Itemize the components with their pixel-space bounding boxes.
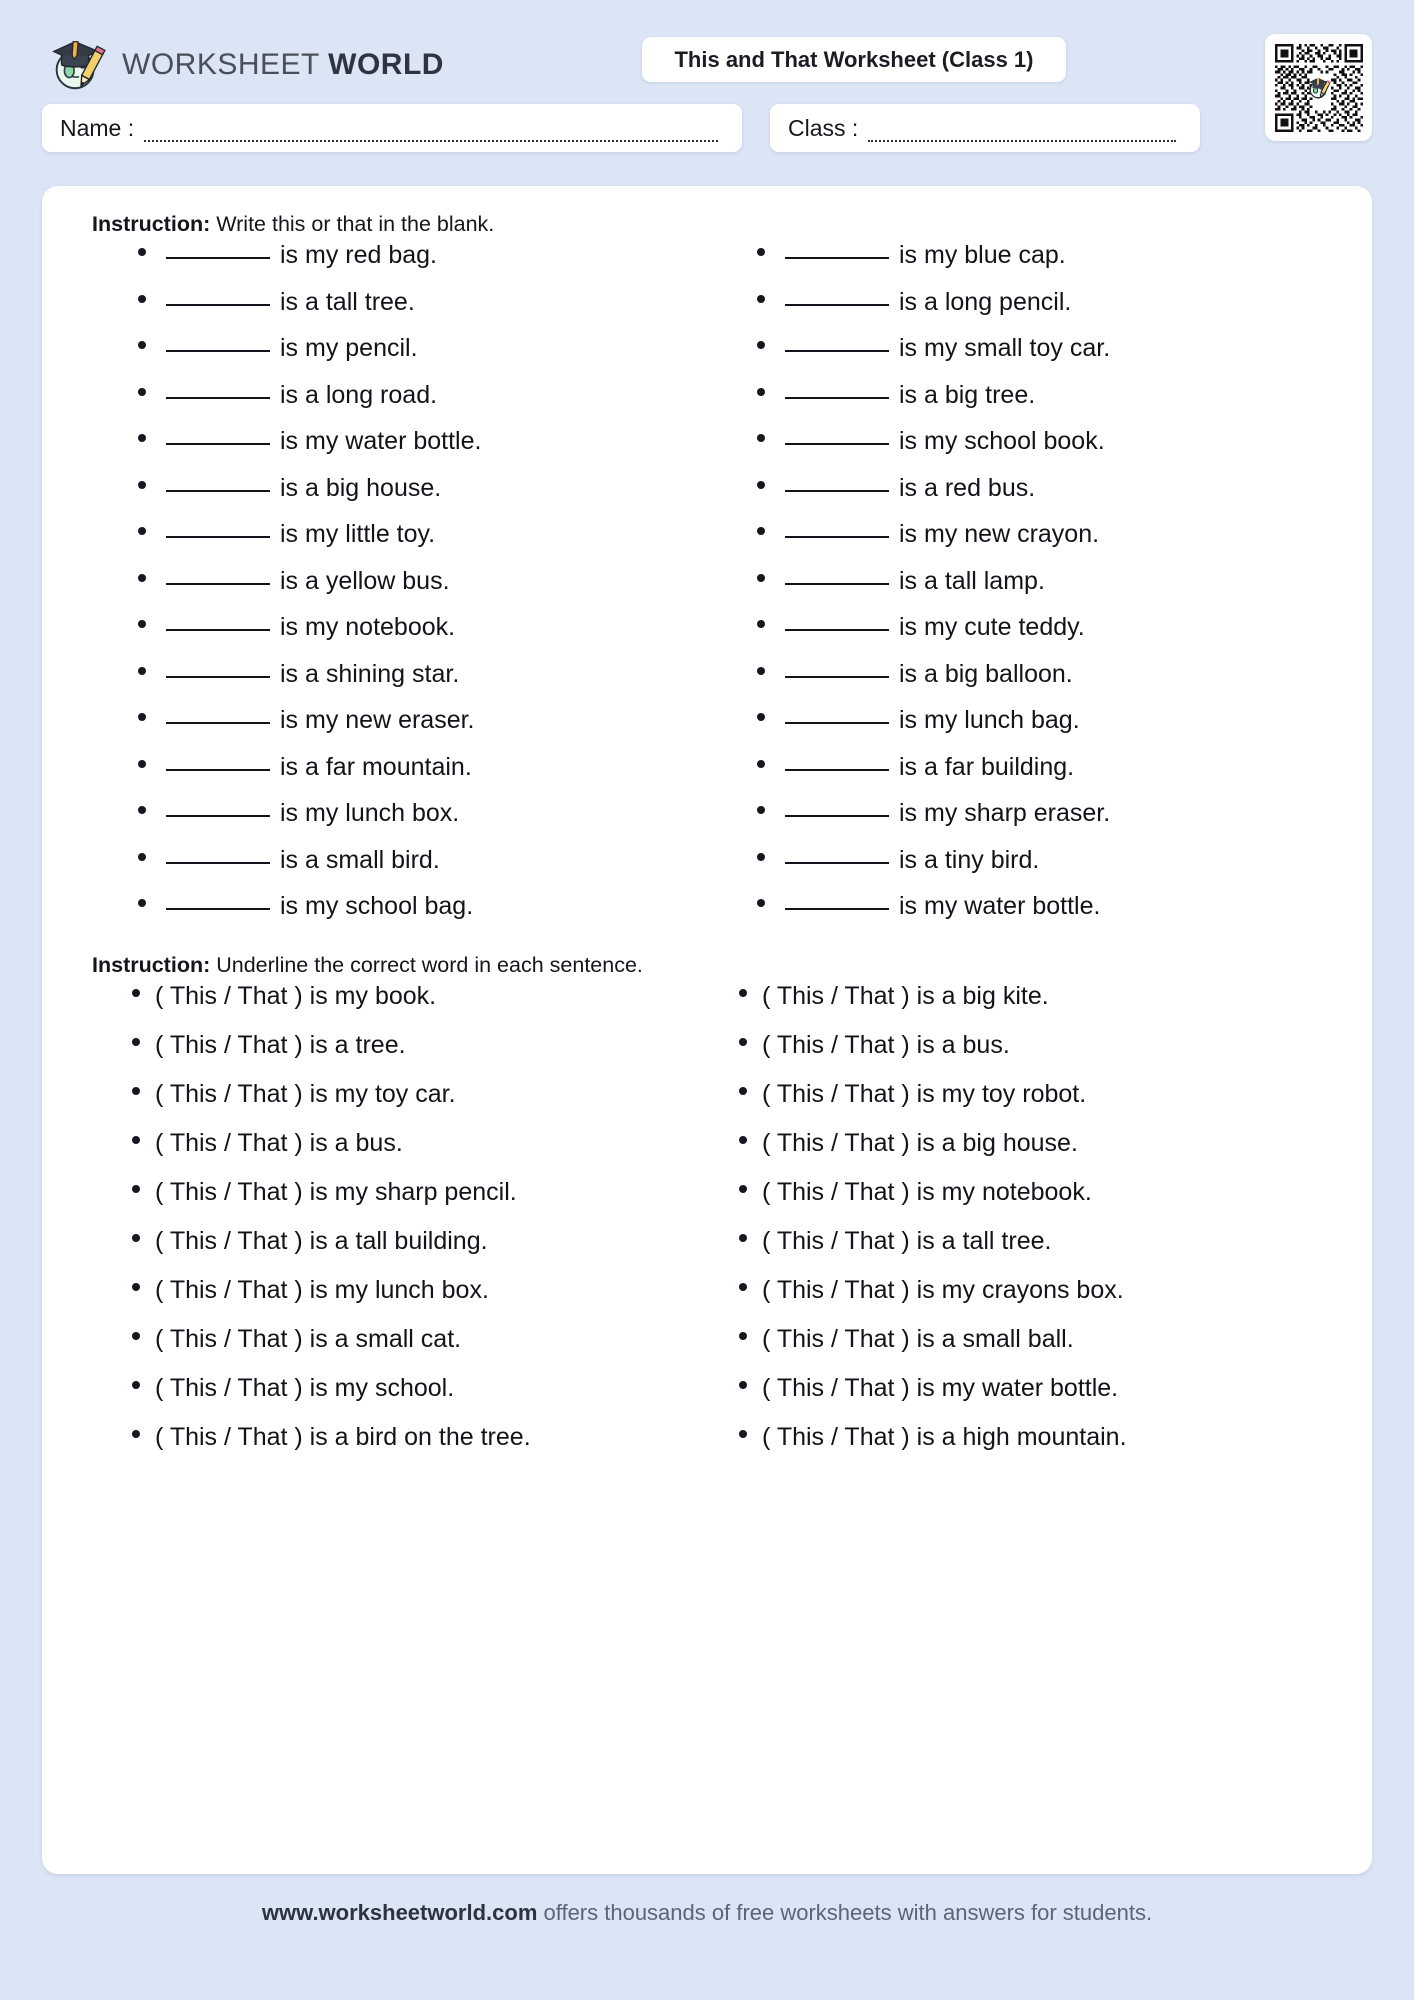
question-text: ( This / That ) is a small ball. <box>762 1324 1074 1353</box>
bullet-icon <box>138 341 146 349</box>
bullet-icon <box>739 1038 747 1046</box>
question-text: is my school book. <box>899 427 1105 455</box>
bullet-icon <box>138 806 146 814</box>
instruction-2-text: Underline the correct word in each sentence. <box>216 952 643 977</box>
list-item[interactable] <box>757 659 1348 688</box>
answer-blank[interactable] <box>785 722 889 724</box>
brand-logo-block <box>42 34 642 96</box>
answer-blank[interactable] <box>785 304 889 306</box>
list-item[interactable] <box>138 845 707 874</box>
section1-right-list <box>757 243 1348 919</box>
bullet-icon <box>739 1234 747 1242</box>
instruction-2 <box>92 953 1348 978</box>
list-item[interactable] <box>132 1324 707 1353</box>
bullet-icon <box>138 574 146 582</box>
list-item[interactable] <box>739 981 1348 1010</box>
bullet-icon <box>757 713 765 721</box>
answer-blank[interactable] <box>166 257 270 259</box>
bullet-icon <box>757 527 765 535</box>
graduation-cap-pencil-globe-icon <box>46 34 108 96</box>
question-text: ( This / That ) is a bus. <box>155 1128 403 1157</box>
answer-blank[interactable] <box>166 908 270 910</box>
qr-code-icon <box>1275 44 1363 132</box>
section-fill-blanks <box>66 212 1348 941</box>
bullet-icon <box>757 899 765 907</box>
question-text: is a big house. <box>280 473 442 502</box>
instruction-2-label: Instruction: <box>92 952 211 977</box>
question-text: is a tiny bird. <box>899 845 1040 874</box>
list-item[interactable] <box>132 1128 707 1157</box>
bullet-icon <box>757 760 765 768</box>
list-item[interactable] <box>138 336 707 361</box>
worksheet-body <box>42 186 1372 1874</box>
list-item[interactable] <box>757 522 1348 547</box>
bullet-icon <box>138 481 146 489</box>
list-item[interactable] <box>757 473 1348 502</box>
answer-blank[interactable] <box>785 769 889 771</box>
list-item[interactable] <box>132 981 707 1010</box>
list-item[interactable] <box>757 894 1348 919</box>
answer-blank[interactable] <box>166 769 270 771</box>
question-text: is my small toy car. <box>899 334 1111 362</box>
footer-site-link[interactable]: www.worksheetworld.com <box>261 1900 538 1925</box>
question-text: is a tall tree. <box>280 287 415 316</box>
bullet-icon <box>132 989 140 997</box>
list-item[interactable] <box>757 845 1348 874</box>
answer-blank[interactable] <box>166 722 270 724</box>
list-item[interactable] <box>138 287 707 316</box>
answer-blank[interactable] <box>166 536 270 538</box>
list-item[interactable] <box>132 1226 707 1255</box>
list-item[interactable] <box>132 1177 707 1206</box>
bullet-icon <box>757 574 765 582</box>
answer-blank[interactable] <box>166 815 270 817</box>
bullet-icon <box>132 1185 140 1193</box>
question-text: ( This / That ) is my book. <box>155 981 437 1010</box>
question-text: is my new eraser. <box>280 706 475 734</box>
list-item[interactable] <box>132 1079 707 1108</box>
answer-blank[interactable] <box>166 862 270 864</box>
page-footer <box>0 1900 1414 1926</box>
page-header <box>0 0 1414 175</box>
question-text: ( This / That ) is my school. <box>155 1373 455 1402</box>
question-text: is my school bag. <box>280 892 474 920</box>
list-item[interactable] <box>757 566 1348 595</box>
list-item[interactable] <box>757 380 1348 409</box>
answer-blank[interactable] <box>785 397 889 399</box>
question-text: is a long pencil. <box>899 287 1072 316</box>
list-item[interactable] <box>138 659 707 688</box>
question-text: is my blue cap. <box>899 241 1066 269</box>
answer-blank[interactable] <box>785 257 889 259</box>
list-item[interactable] <box>138 243 707 268</box>
bullet-icon <box>132 1381 140 1389</box>
list-item[interactable] <box>757 801 1348 826</box>
bullet-icon <box>757 620 765 628</box>
list-item[interactable] <box>739 1177 1348 1206</box>
bullet-icon <box>757 248 765 256</box>
list-item[interactable] <box>757 243 1348 268</box>
instruction-1-text: Write this or that in the blank. <box>216 212 495 236</box>
bullet-icon <box>757 388 765 396</box>
question-text: ( This / That ) is a tall tree. <box>762 1226 1052 1255</box>
question-text: ( This / That ) is a small cat. <box>155 1324 462 1353</box>
list-item[interactable] <box>757 708 1348 733</box>
list-item[interactable] <box>739 1422 1348 1451</box>
answer-blank[interactable] <box>166 443 270 445</box>
answer-blank[interactable] <box>785 629 889 631</box>
bullet-icon <box>132 1332 140 1340</box>
list-item[interactable] <box>138 894 707 919</box>
bullet-icon <box>138 853 146 861</box>
list-item[interactable] <box>138 752 707 781</box>
bullet-icon <box>132 1136 140 1144</box>
brand-name-bold: WORLD <box>328 48 444 81</box>
bullet-icon <box>757 853 765 861</box>
bullet-icon <box>132 1430 140 1438</box>
question-text: ( This / That ) is a big house. <box>762 1128 1078 1157</box>
bullet-icon <box>739 1381 747 1389</box>
question-text: ( This / That ) is my sharp pencil. <box>155 1177 517 1206</box>
question-text: is a big balloon. <box>899 659 1073 688</box>
bullet-icon <box>757 667 765 675</box>
question-text: is a long road. <box>280 380 438 409</box>
list-item[interactable] <box>132 1030 707 1059</box>
bullet-icon <box>757 806 765 814</box>
question-text: ( This / That ) is a high mountain. <box>762 1422 1127 1451</box>
question-text: is my red bag. <box>280 241 438 269</box>
bullet-icon <box>739 1430 747 1438</box>
question-text: is a tall lamp. <box>899 566 1045 595</box>
worksheet-title: This and That Worksheet (Class 1) <box>642 37 1066 82</box>
question-text: ( This / That ) is a bird on the tree. <box>155 1422 531 1451</box>
bullet-icon <box>739 989 747 997</box>
bullet-icon <box>757 434 765 442</box>
list-item[interactable] <box>757 287 1348 316</box>
list-item[interactable] <box>138 566 707 595</box>
bullet-icon <box>132 1038 140 1046</box>
question-text: ( This / That ) is my notebook. <box>762 1177 1092 1206</box>
qr-code[interactable] <box>1265 34 1372 141</box>
bullet-icon <box>757 341 765 349</box>
section-underline-word <box>66 953 1348 1474</box>
answer-blank[interactable] <box>166 490 270 492</box>
question-text: ( This / That ) is my water bottle. <box>762 1373 1119 1402</box>
bullet-icon <box>138 620 146 628</box>
question-text: is a big tree. <box>899 380 1036 409</box>
list-item[interactable] <box>132 1373 707 1402</box>
list-item[interactable] <box>138 473 707 502</box>
section2-right-list <box>739 981 1348 1451</box>
bullet-icon <box>138 760 146 768</box>
list-item[interactable] <box>757 752 1348 781</box>
section2-left-list <box>132 981 707 1451</box>
list-item[interactable] <box>739 1275 1348 1304</box>
question-text: is my new crayon. <box>899 520 1100 548</box>
question-text: is a shining star. <box>280 659 460 688</box>
question-text: is a far mountain. <box>280 752 472 781</box>
bullet-icon <box>138 434 146 442</box>
bullet-icon <box>739 1283 747 1291</box>
bullet-icon <box>138 899 146 907</box>
answer-blank[interactable] <box>785 908 889 910</box>
bullet-icon <box>138 713 146 721</box>
question-text: ( This / That ) is a tree. <box>155 1030 406 1059</box>
student-fields <box>42 104 1200 152</box>
answer-blank[interactable] <box>785 536 889 538</box>
list-item[interactable] <box>757 615 1348 640</box>
section1-left-list <box>138 243 707 919</box>
question-text: is my little toy. <box>280 520 436 548</box>
bullet-icon <box>132 1234 140 1242</box>
list-item[interactable] <box>138 615 707 640</box>
question-text: is my cute teddy. <box>899 613 1085 641</box>
list-item[interactable] <box>757 336 1348 361</box>
answer-blank[interactable] <box>785 350 889 352</box>
list-item[interactable] <box>739 1030 1348 1059</box>
class-field[interactable] <box>770 104 1200 152</box>
instruction-1 <box>92 212 1348 237</box>
bullet-icon <box>138 388 146 396</box>
list-item[interactable] <box>739 1324 1348 1353</box>
question-text: is my pencil. <box>280 334 418 362</box>
bullet-icon <box>132 1087 140 1095</box>
question-text: is a far building. <box>899 752 1075 781</box>
question-text: is my lunch bag. <box>899 706 1080 734</box>
question-text: ( This / That ) is my crayons box. <box>762 1275 1124 1304</box>
answer-blank[interactable] <box>785 676 889 678</box>
answer-blank[interactable] <box>166 676 270 678</box>
bullet-icon <box>138 667 146 675</box>
bullet-icon <box>757 295 765 303</box>
brand-name <box>122 48 444 82</box>
list-item[interactable] <box>138 522 707 547</box>
class-field-rule[interactable] <box>868 126 1176 142</box>
list-item[interactable] <box>138 380 707 409</box>
bullet-icon <box>757 481 765 489</box>
answer-blank[interactable] <box>785 583 889 585</box>
question-text: ( This / That ) is my toy car. <box>155 1079 456 1108</box>
question-text: is my lunch box. <box>280 799 460 827</box>
question-text: is a small bird. <box>280 845 440 874</box>
bullet-icon <box>739 1087 747 1095</box>
name-field-rule[interactable] <box>144 126 718 142</box>
list-item[interactable] <box>739 1226 1348 1255</box>
footer-tagline: offers thousands of free worksheets with answers for students. <box>537 1900 1153 1925</box>
question-text: is my water bottle. <box>899 892 1101 920</box>
question-text: is my water bottle. <box>280 427 482 455</box>
question-text: is my notebook. <box>280 613 456 641</box>
list-item[interactable] <box>132 1275 707 1304</box>
question-text: is a red bus. <box>899 473 1036 502</box>
question-text: is my sharp eraser. <box>899 799 1111 827</box>
instruction-1-label: Instruction: <box>92 212 211 236</box>
answer-blank[interactable] <box>785 443 889 445</box>
answer-blank[interactable] <box>785 862 889 864</box>
question-text: ( This / That ) is a tall building. <box>155 1226 488 1255</box>
answer-blank[interactable] <box>785 490 889 492</box>
list-item[interactable] <box>132 1422 707 1451</box>
answer-blank[interactable] <box>166 629 270 631</box>
question-text: is a yellow bus. <box>280 566 450 595</box>
list-item[interactable] <box>739 1128 1348 1157</box>
list-item[interactable] <box>138 429 707 454</box>
name-field[interactable] <box>42 104 742 152</box>
answer-blank[interactable] <box>166 350 270 352</box>
bullet-icon <box>138 295 146 303</box>
question-text: ( This / That ) is my lunch box. <box>155 1275 489 1304</box>
answer-blank[interactable] <box>166 397 270 399</box>
answer-blank[interactable] <box>166 304 270 306</box>
class-field-label: Class : <box>788 114 859 141</box>
name-field-label: Name : <box>60 114 135 141</box>
list-item[interactable] <box>757 429 1348 454</box>
list-item[interactable] <box>138 708 707 733</box>
bullet-icon <box>138 527 146 535</box>
answer-blank[interactable] <box>166 583 270 585</box>
list-item[interactable] <box>138 801 707 826</box>
answer-blank[interactable] <box>785 815 889 817</box>
bullet-icon <box>739 1332 747 1340</box>
list-item[interactable] <box>739 1079 1348 1108</box>
question-text: ( This / That ) is my toy robot. <box>762 1079 1087 1108</box>
question-text: ( This / That ) is a big kite. <box>762 981 1049 1010</box>
bullet-icon <box>739 1185 747 1193</box>
brand-name-light: WORKSHEET <box>122 48 329 81</box>
bullet-icon <box>138 248 146 256</box>
question-text: ( This / That ) is a bus. <box>762 1030 1010 1059</box>
bullet-icon <box>132 1283 140 1291</box>
bullet-icon <box>739 1136 747 1144</box>
list-item[interactable] <box>739 1373 1348 1402</box>
